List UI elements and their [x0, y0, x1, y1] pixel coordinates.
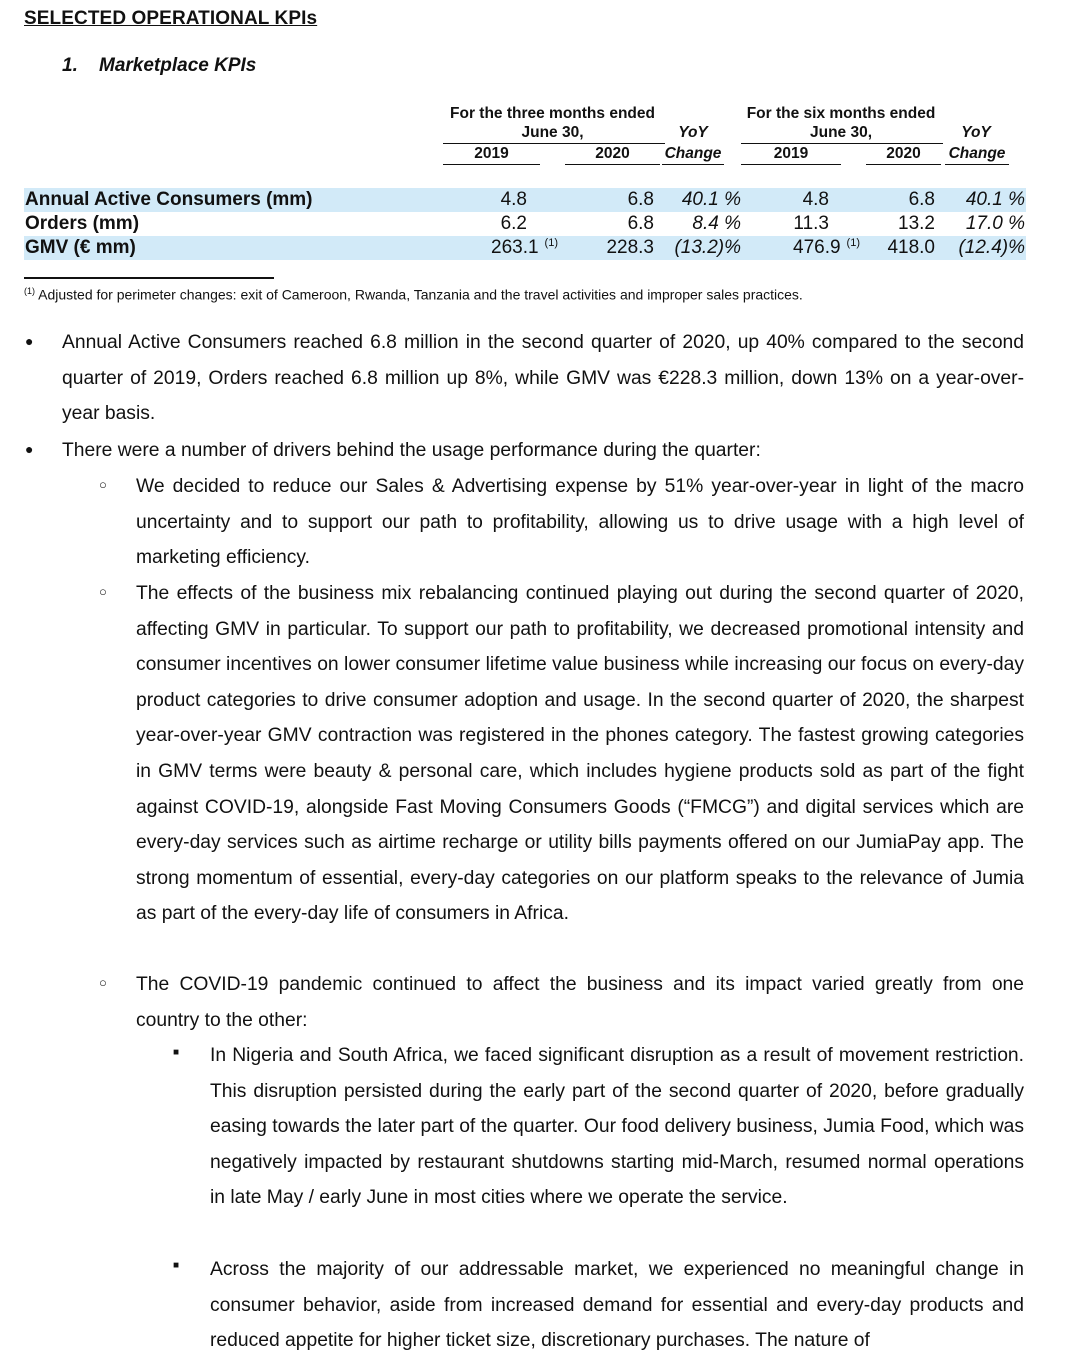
- header-h-2020: 2020: [886, 145, 921, 162]
- header-h-yoy: YoY: [961, 124, 991, 141]
- bullet-marker: ■: [173, 1260, 180, 1271]
- bullet-business-mix: The effects of the business mix rebalancing continued playing out during the second quarter of 2020, affecting GMV in particular. To support our path to profitability, we decreased promotional intensity and consumer incentives on lower consumer lifetime value business while increasing our focus on every-day product categories to drive consumer adoption and usage. In the second quarter of 2020, the sharpest year-over-year GMV contraction was registered in the phones category. The fastest growing categories in GMV terms were beauty & personal care, which includes hygiene products sold as part of the fight against COVID-19, alongside Fast Moving Consumers Goods (“FMCG”) and digital services which are every-day services such as airtime recharge or utility bills payments offered on our JumiaPay app. The strong momentum of essential, every-day categories on our platform speaks to the relevance of Jumia as part of the every-day life of consumers in Africa.: [136, 583, 1024, 925]
- header-q-change: Change: [664, 145, 722, 162]
- section-title: SELECTED OPERATIONAL KPIs: [24, 8, 318, 29]
- row-label: Annual Active Consumers (mm): [25, 189, 313, 210]
- cell-h-2020: 418.0: [887, 237, 935, 258]
- footnote-rule: [24, 277, 274, 279]
- bullet-active-consumers: Annual Active Consumers reached 6.8 million in the second quarter of 2020, up 40% compared to the second quarter of 2019, Orders reached 6.8 million up 8%, while GMV was €228.3 million, down 13% on a year-over-year basis.: [62, 332, 1024, 425]
- bullet-addressable-market: Across the majority of our addressable market, we experienced no meaningful change in consumer behavior, aside from increased demand for essential and every-day products and reduced appetite for higher ticket size, discretionary purchases. The nature of: [210, 1259, 1024, 1352]
- header-six-months-date: June 30,: [809, 124, 873, 141]
- header-rule: [945, 164, 1009, 165]
- cell-q-yoy: 8.4 %: [692, 213, 741, 234]
- table-footnote: $^{(1)}$ Adjusted for perimeter changes: exit of Cameroon, Rwanda, Tanzania and the travel activities and improper sales practices.: [24, 286, 803, 303]
- cell-h-yoy: 17.0 %: [965, 213, 1025, 234]
- cell-h-2019: 11.3: [793, 213, 829, 234]
- header-rule: [565, 164, 660, 165]
- bullet-marker: ○: [99, 975, 107, 990]
- header-three-months-date: June 30,: [521, 124, 584, 141]
- cell-q-2020: 228.3: [606, 237, 654, 258]
- bullet-marker: ○: [99, 584, 107, 599]
- header-rule: [866, 164, 941, 165]
- header-rule: [443, 143, 665, 144]
- subsection-title: [62, 55, 256, 77]
- header-rule: [443, 164, 540, 165]
- bullet-marker: ●: [25, 441, 34, 457]
- header-h-change: Change: [948, 145, 1006, 162]
- cell-q-2019: 6.2: [500, 213, 527, 234]
- row-label: Orders (mm): [25, 213, 140, 234]
- header-six-months: For the six months ended: [746, 105, 936, 122]
- bullet-marker: ●: [25, 333, 34, 349]
- cell-q-2019: 4.8: [500, 189, 527, 210]
- header-three-months: For the three months ended: [450, 105, 655, 122]
- header-rule: [662, 164, 724, 165]
- header-q-yoy: YoY: [678, 124, 708, 141]
- subsection-number: 1.: [62, 55, 78, 76]
- row-label: GMV (€ mm): [25, 237, 136, 258]
- cell-h-2020: 6.8: [908, 189, 935, 210]
- bullet-nigeria-south-africa: In Nigeria and South Africa, we faced significant disruption as a result of movement restriction. This disruption persisted during the early part of the second quarter of 2020, before gradually easing towards the later part of the quarter. Our food delivery business, Jumia Food, which was negatively impacted by restaurant shutdowns starting mid-March, resumed normal operations in late May / early June in most cities where we operate the service.: [210, 1045, 1024, 1209]
- cell-h-yoy: 40.1 %: [965, 189, 1025, 210]
- bullet-covid: The COVID-19 pandemic continued to affect the business and its impact varied greatly from one country to the other:: [136, 974, 1024, 1031]
- header-h-2019: 2019: [773, 145, 809, 162]
- bullet-sales-advertising: We decided to reduce our Sales & Advertising expense by 51% year-over-year in light of the macro uncertainty and to support our path to profitability, allowing us to drive usage with a high level of marketing efficiency.: [136, 476, 1024, 569]
- header-q-2019: 2019: [474, 145, 509, 162]
- table-row: [24, 212, 1026, 236]
- table-row: [24, 236, 1026, 260]
- bullet-marker: ○: [99, 477, 107, 492]
- cell-h-yoy: (12.4)%: [958, 237, 1025, 258]
- cell-h-2020: 13.2: [898, 213, 935, 234]
- bullet-drivers: There were a number of drivers behind the usage performance during the quarter:: [62, 440, 761, 461]
- cell-q-2020: 6.8: [627, 189, 654, 210]
- subsection-label: Marketplace KPIs: [99, 55, 257, 76]
- cell-q-2020: 6.8: [627, 213, 654, 234]
- bullet-marker: ■: [173, 1047, 180, 1058]
- cell-h-2019: 4.8: [802, 189, 829, 210]
- cell-q-yoy: (13.2)%: [674, 237, 741, 258]
- cell-q-2019: 263.1 $^{(1)}$: [491, 237, 558, 258]
- header-rule: [741, 164, 841, 165]
- table-row: [24, 188, 1026, 212]
- cell-h-2019: 476.9 $^{(1)}$: [793, 237, 860, 258]
- cell-q-yoy: 40.1 %: [681, 189, 741, 210]
- header-rule: [741, 143, 943, 144]
- header-q-2020: 2020: [595, 145, 630, 162]
